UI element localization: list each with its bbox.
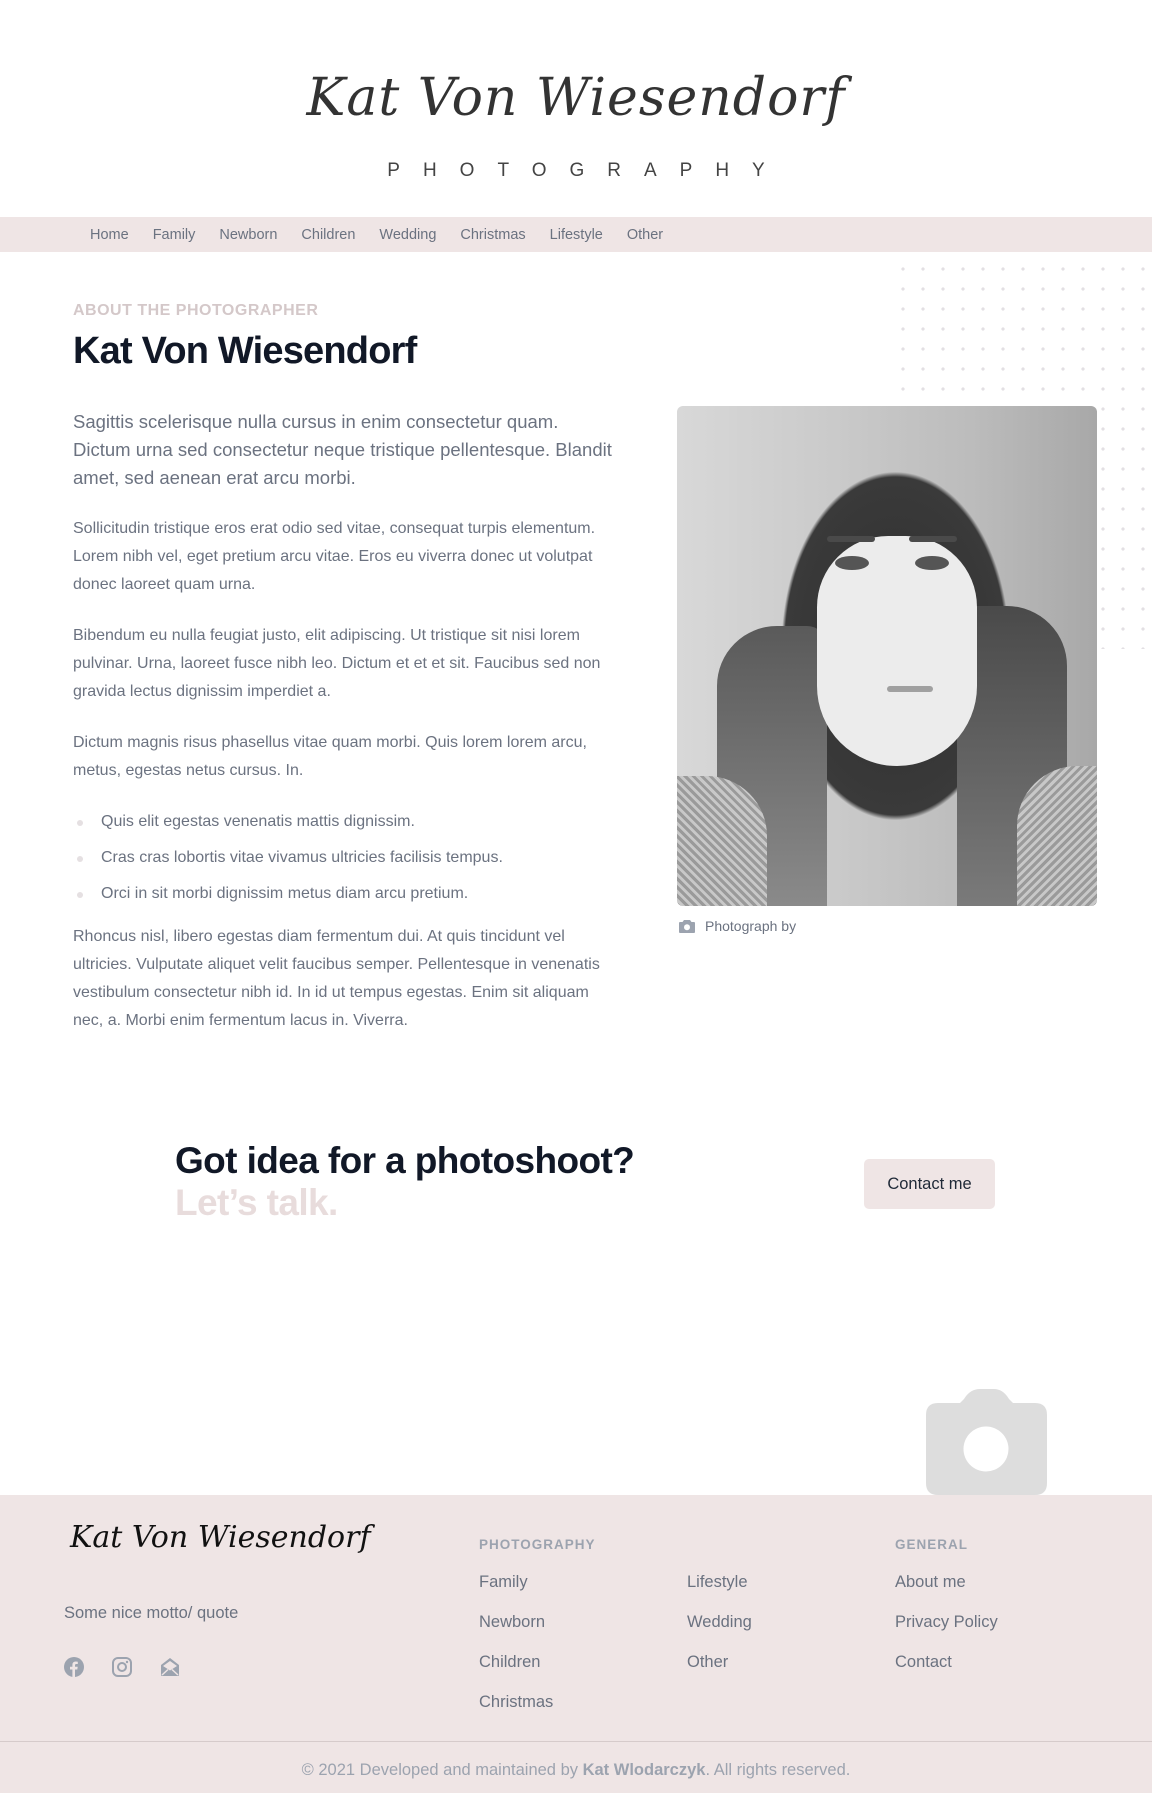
closing-paragraph: Rhoncus nisl, libero egestas diam fermentum dui. At quis tincidunt vel ultricies. Vulputate aliquet velit faucibus semper. Pellentesque in venenatis vestibulum consectetur nibh id. In id ut tempus egestas. Enim sit aliquam nec, a. Morbi enim fermentum lacus in. Viverra. [73,928,600,1029]
footer-link-about-me[interactable]: About me [895,1573,966,1591]
portrait-detail [887,686,933,692]
cta-subline: Let’s talk. [175,1182,338,1223]
facebook-icon[interactable] [64,1657,84,1677]
nav-item-other[interactable]: Other [626,226,664,243]
nav-item-children[interactable]: Children [301,226,356,243]
camera-icon [926,1389,1047,1495]
nav-item-wedding[interactable]: Wedding [379,226,437,243]
main-nav [0,217,1152,252]
body-paragraph: Dictum magnis risus phasellus vitae quam morbi. Quis lorem lorem arcu, metus, egestas netus cursus. In. [73,734,587,779]
footer-link-christmas[interactable]: Christmas [479,1693,554,1711]
footer-link-privacy-policy[interactable]: Privacy Policy [895,1613,998,1631]
section-eyebrow: ABOUT THE PHOTOGRAPHER [73,302,319,319]
footer-motto: Some nice motto/ quote [64,1604,239,1622]
logo-script[interactable]: Kat Von Wiesendorf [306,68,846,128]
footer-photography-title: PHOTOGRAPHY [479,1537,596,1552]
portrait-detail [827,536,875,542]
footer-divider [0,1741,1152,1742]
cta-section [175,1140,634,1224]
footer-logo[interactable]: Kat Von Wiesendorf [70,1520,371,1555]
body-paragraph: Sollicitudin tristique eros erat odio sed vitae, consequat turpis elementum. Lorem nibh vel, eget pretium arcu vitae. Eros eu viverra donec ut volutpat donec laoreet quam urna. [73,520,596,593]
bullet-list [73,808,613,908]
cta-headline: Got idea for a photoshoot? [175,1140,635,1181]
portrait-detail [817,536,977,766]
nav-item-home[interactable]: Home [90,226,129,243]
footer-link-contact[interactable]: Contact [895,1653,952,1671]
email-icon[interactable] [160,1657,180,1677]
site-header [0,0,1152,217]
camera-icon [679,919,695,933]
nav-item-newborn[interactable]: Newborn [219,226,278,243]
list-item: Quis elit egestas venenatis mattis dignissim. [73,808,613,836]
contact-me-button[interactable]: Contact me [864,1159,995,1209]
portrait-detail [909,536,957,542]
page-title: Kat Von Wiesendorf [73,330,417,372]
caption-text: Photograph by [705,918,797,934]
footer-link-other[interactable]: Other [687,1653,729,1671]
site-footer [0,1495,1152,1793]
list-item: Cras cras lobortis vitae vivamus ultricies facilisis tempus. [73,844,613,872]
about-section [73,302,613,1035]
footer-link-family[interactable]: Family [479,1573,528,1591]
footer-general-title: GENERAL [895,1537,969,1552]
copyright [0,1761,1152,1780]
footer-link-lifestyle[interactable]: Lifestyle [687,1573,748,1591]
social-links [64,1657,180,1677]
copyright-prefix: © 2021 Developed and maintained by [301,1761,583,1779]
footer-link-wedding[interactable]: Wedding [687,1613,752,1631]
list-item: Orci in sit morbi dignissim metus diam arcu pretium. [73,880,613,908]
footer-link-newborn[interactable]: Newborn [479,1613,546,1631]
lead-paragraph: Sagittis scelerisque nulla cursus in enim consectetur quam. Dictum urna sed consectetur neque tristique pellentesque. Blandit amet, sed aenean erat arcu morbi. [73,411,612,488]
body-paragraph: Bibendum eu nulla feugiat justo, elit adipiscing. Ut tristique sit nisi lorem pulvinar. Urna, laoreet fusce nibh leo. Dictum et et et sit. Faucibus sed non gravida lectus dignissim imperdiet a. [73,627,601,700]
photographer-portrait [677,406,1097,906]
footer-link-children[interactable]: Children [479,1653,541,1671]
nav-item-christmas[interactable]: Christmas [460,226,526,243]
portrait-detail [915,556,949,570]
logo-subtitle: PHOTOGRAPHY [387,160,788,181]
copyright-suffix: . All rights reserved. [705,1761,851,1779]
instagram-icon[interactable] [112,1657,132,1677]
nav-item-family[interactable]: Family [152,226,196,243]
nav-item-lifestyle[interactable]: Lifestyle [549,226,603,243]
photo-caption [679,918,796,934]
copyright-author-link[interactable]: Kat Wlodarczyk [582,1761,706,1779]
portrait-detail [835,556,869,570]
